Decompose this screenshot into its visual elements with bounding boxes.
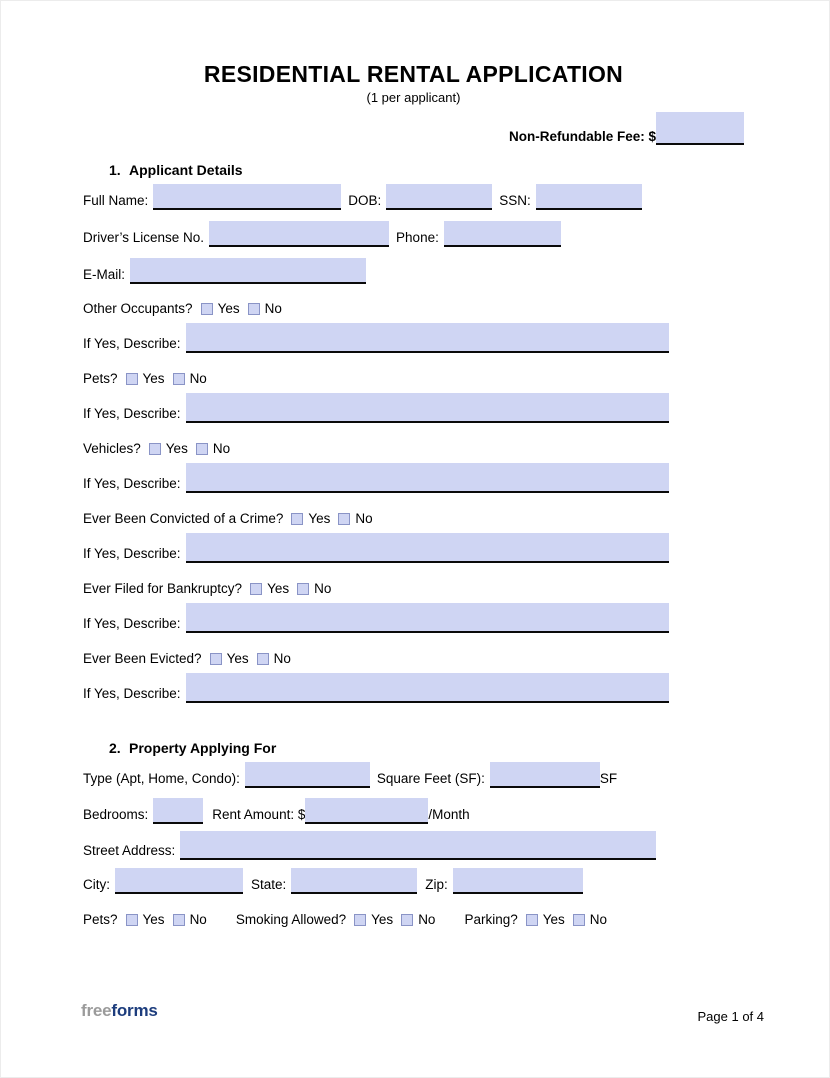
section-property-number: 2. [109, 740, 121, 756]
property-options-row [83, 911, 744, 929]
pets-no-checkbox[interactable] [173, 373, 185, 385]
pets-describe-label: If Yes, Describe: [83, 406, 181, 421]
crime-label: Ever Been Convicted of a Crime? [83, 511, 284, 526]
bankruptcy-describe-field[interactable] [186, 603, 669, 633]
other-occupants-yes-label: Yes [217, 301, 240, 316]
page-indicator: Page 1 of 4 [697, 1009, 764, 1024]
crime-describe-label: If Yes, Describe: [83, 546, 181, 561]
pets-describe-row [83, 393, 669, 423]
section-applicant-title: Applicant Details [129, 162, 243, 178]
pets-label: Pets? [83, 371, 118, 386]
parking-no-label: No [589, 912, 608, 927]
section-property-heading [109, 739, 744, 757]
state-field[interactable] [291, 868, 417, 894]
evicted-no-checkbox[interactable] [257, 653, 269, 665]
email-row [83, 258, 744, 284]
occupants-describe-field[interactable] [186, 323, 669, 353]
crime-question [83, 510, 744, 528]
fee-field[interactable] [656, 112, 744, 145]
city-label: City: [83, 877, 110, 892]
city-state-zip-row [83, 868, 744, 894]
page-footer [81, 1001, 764, 1024]
sf-suffix-label: SF [599, 771, 618, 786]
evicted-yes-checkbox[interactable] [210, 653, 222, 665]
email-field[interactable] [130, 258, 366, 284]
evicted-yes-label: Yes [226, 651, 249, 666]
property-pets-no-checkbox[interactable] [173, 914, 185, 926]
bankruptcy-no-label: No [314, 581, 332, 596]
bedrooms-label: Bedrooms: [83, 807, 149, 822]
vehicles-no-label: No [212, 441, 231, 456]
smoking-no-label: No [418, 912, 436, 927]
phone-label: Phone: [396, 230, 439, 245]
square-feet-field[interactable] [490, 762, 600, 788]
vehicles-yes-checkbox[interactable] [149, 443, 161, 455]
evicted-describe-label: If Yes, Describe: [83, 686, 181, 701]
fee-label: Non-Refundable Fee: $ [508, 129, 656, 144]
form-content [1, 1, 829, 929]
evicted-describe-field[interactable] [186, 673, 669, 703]
property-pets-yes-checkbox[interactable] [126, 914, 138, 926]
ssn-label: SSN: [499, 193, 531, 208]
dob-label: DOB: [348, 193, 382, 208]
bankruptcy-label: Ever Filed for Bankruptcy? [83, 581, 243, 596]
other-occupants-no-label: No [264, 301, 282, 316]
smoking-yes-label: Yes [371, 912, 394, 927]
evicted-label: Ever Been Evicted? [83, 651, 202, 666]
property-type-field[interactable] [245, 762, 370, 788]
evicted-describe-row [83, 673, 669, 703]
vehicles-yes-label: Yes [165, 441, 188, 456]
vehicles-question [83, 440, 744, 458]
bankruptcy-no-checkbox[interactable] [297, 583, 309, 595]
month-suffix-label: /Month [428, 807, 470, 822]
crime-describe-field[interactable] [186, 533, 669, 563]
smoking-no-checkbox[interactable] [401, 914, 413, 926]
vehicles-describe-row [83, 463, 669, 493]
street-address-label: Street Address: [83, 843, 176, 858]
rent-label: Rent Amount: $ [212, 807, 306, 822]
email-label: E-Mail: [83, 267, 126, 282]
page-subtitle: (1 per applicant) [366, 90, 461, 105]
rent-amount-field[interactable] [305, 798, 428, 824]
smoking-group [236, 911, 436, 929]
parking-yes-label: Yes [542, 912, 565, 927]
parking-yes-checkbox[interactable] [526, 914, 538, 926]
evicted-no-label: No [273, 651, 291, 666]
phone-field[interactable] [444, 221, 561, 247]
evicted-question [83, 650, 744, 668]
parking-no-checkbox[interactable] [573, 914, 585, 926]
bankruptcy-question [83, 580, 744, 598]
other-occupants-label: Other Occupants? [83, 301, 193, 316]
section-applicant-heading [109, 161, 744, 179]
bankruptcy-describe-label: If Yes, Describe: [83, 616, 181, 631]
freeforms-logo [81, 1001, 158, 1021]
fee-row [83, 112, 744, 145]
bedrooms-field[interactable] [153, 798, 203, 824]
occupants-describe-label: If Yes, Describe: [83, 336, 181, 351]
dob-field[interactable] [386, 184, 492, 210]
full-name-label: Full Name: [83, 193, 149, 208]
crime-no-label: No [355, 511, 373, 526]
parking-group [464, 911, 607, 929]
bankruptcy-describe-row [83, 603, 669, 633]
state-label: State: [251, 877, 287, 892]
street-address-row [83, 831, 656, 860]
smoking-label: Smoking Allowed? [235, 912, 347, 927]
zip-field[interactable] [453, 868, 583, 894]
smoking-yes-checkbox[interactable] [354, 914, 366, 926]
crime-yes-label: Yes [308, 511, 331, 526]
logo-free-text: free [81, 1001, 112, 1020]
other-occupants-yes-checkbox[interactable] [201, 303, 213, 315]
street-address-field[interactable] [180, 831, 656, 860]
pets-question [83, 370, 744, 388]
drivers-license-label: Driver’s License No. [83, 230, 205, 245]
section-applicant-number: 1. [109, 162, 121, 178]
property-pets-no-label: No [189, 912, 207, 927]
property-pets-label: Pets? [83, 912, 118, 927]
pets-yes-checkbox[interactable] [126, 373, 138, 385]
square-feet-label: Square Feet (SF): [376, 771, 485, 786]
name-dob-ssn-row [83, 184, 744, 210]
other-occupants-question [83, 300, 744, 318]
license-phone-row [83, 221, 744, 247]
parking-label: Parking? [464, 912, 518, 927]
ssn-field[interactable] [536, 184, 642, 210]
logo-forms-text: forms [111, 1001, 158, 1020]
vehicles-label: Vehicles? [83, 441, 141, 456]
crime-no-checkbox[interactable] [338, 513, 350, 525]
full-name-field[interactable] [153, 184, 341, 210]
vehicles-describe-label: If Yes, Describe: [83, 476, 181, 491]
other-occupants-no-checkbox[interactable] [248, 303, 260, 315]
pets-no-label: No [189, 371, 207, 386]
pets-describe-field[interactable] [186, 393, 669, 423]
property-pets-yes-label: Yes [142, 912, 165, 927]
type-sqft-row [83, 762, 744, 788]
type-label: Type (Apt, Home, Condo): [83, 771, 240, 786]
crime-yes-checkbox[interactable] [291, 513, 303, 525]
drivers-license-field[interactable] [209, 221, 389, 247]
zip-label: Zip: [425, 877, 448, 892]
bankruptcy-yes-label: Yes [267, 581, 290, 596]
vehicles-describe-field[interactable] [186, 463, 669, 493]
property-pets-group [83, 911, 207, 929]
city-field[interactable] [115, 868, 243, 894]
section-property-title: Property Applying For [129, 740, 277, 756]
pets-yes-label: Yes [142, 371, 165, 386]
page-title: RESIDENTIAL RENTAL APPLICATION [203, 61, 624, 87]
vehicles-no-checkbox[interactable] [196, 443, 208, 455]
bedrooms-rent-row [83, 798, 744, 824]
crime-describe-row [83, 533, 669, 563]
occupants-describe-row [83, 323, 669, 353]
bankruptcy-yes-checkbox[interactable] [250, 583, 262, 595]
